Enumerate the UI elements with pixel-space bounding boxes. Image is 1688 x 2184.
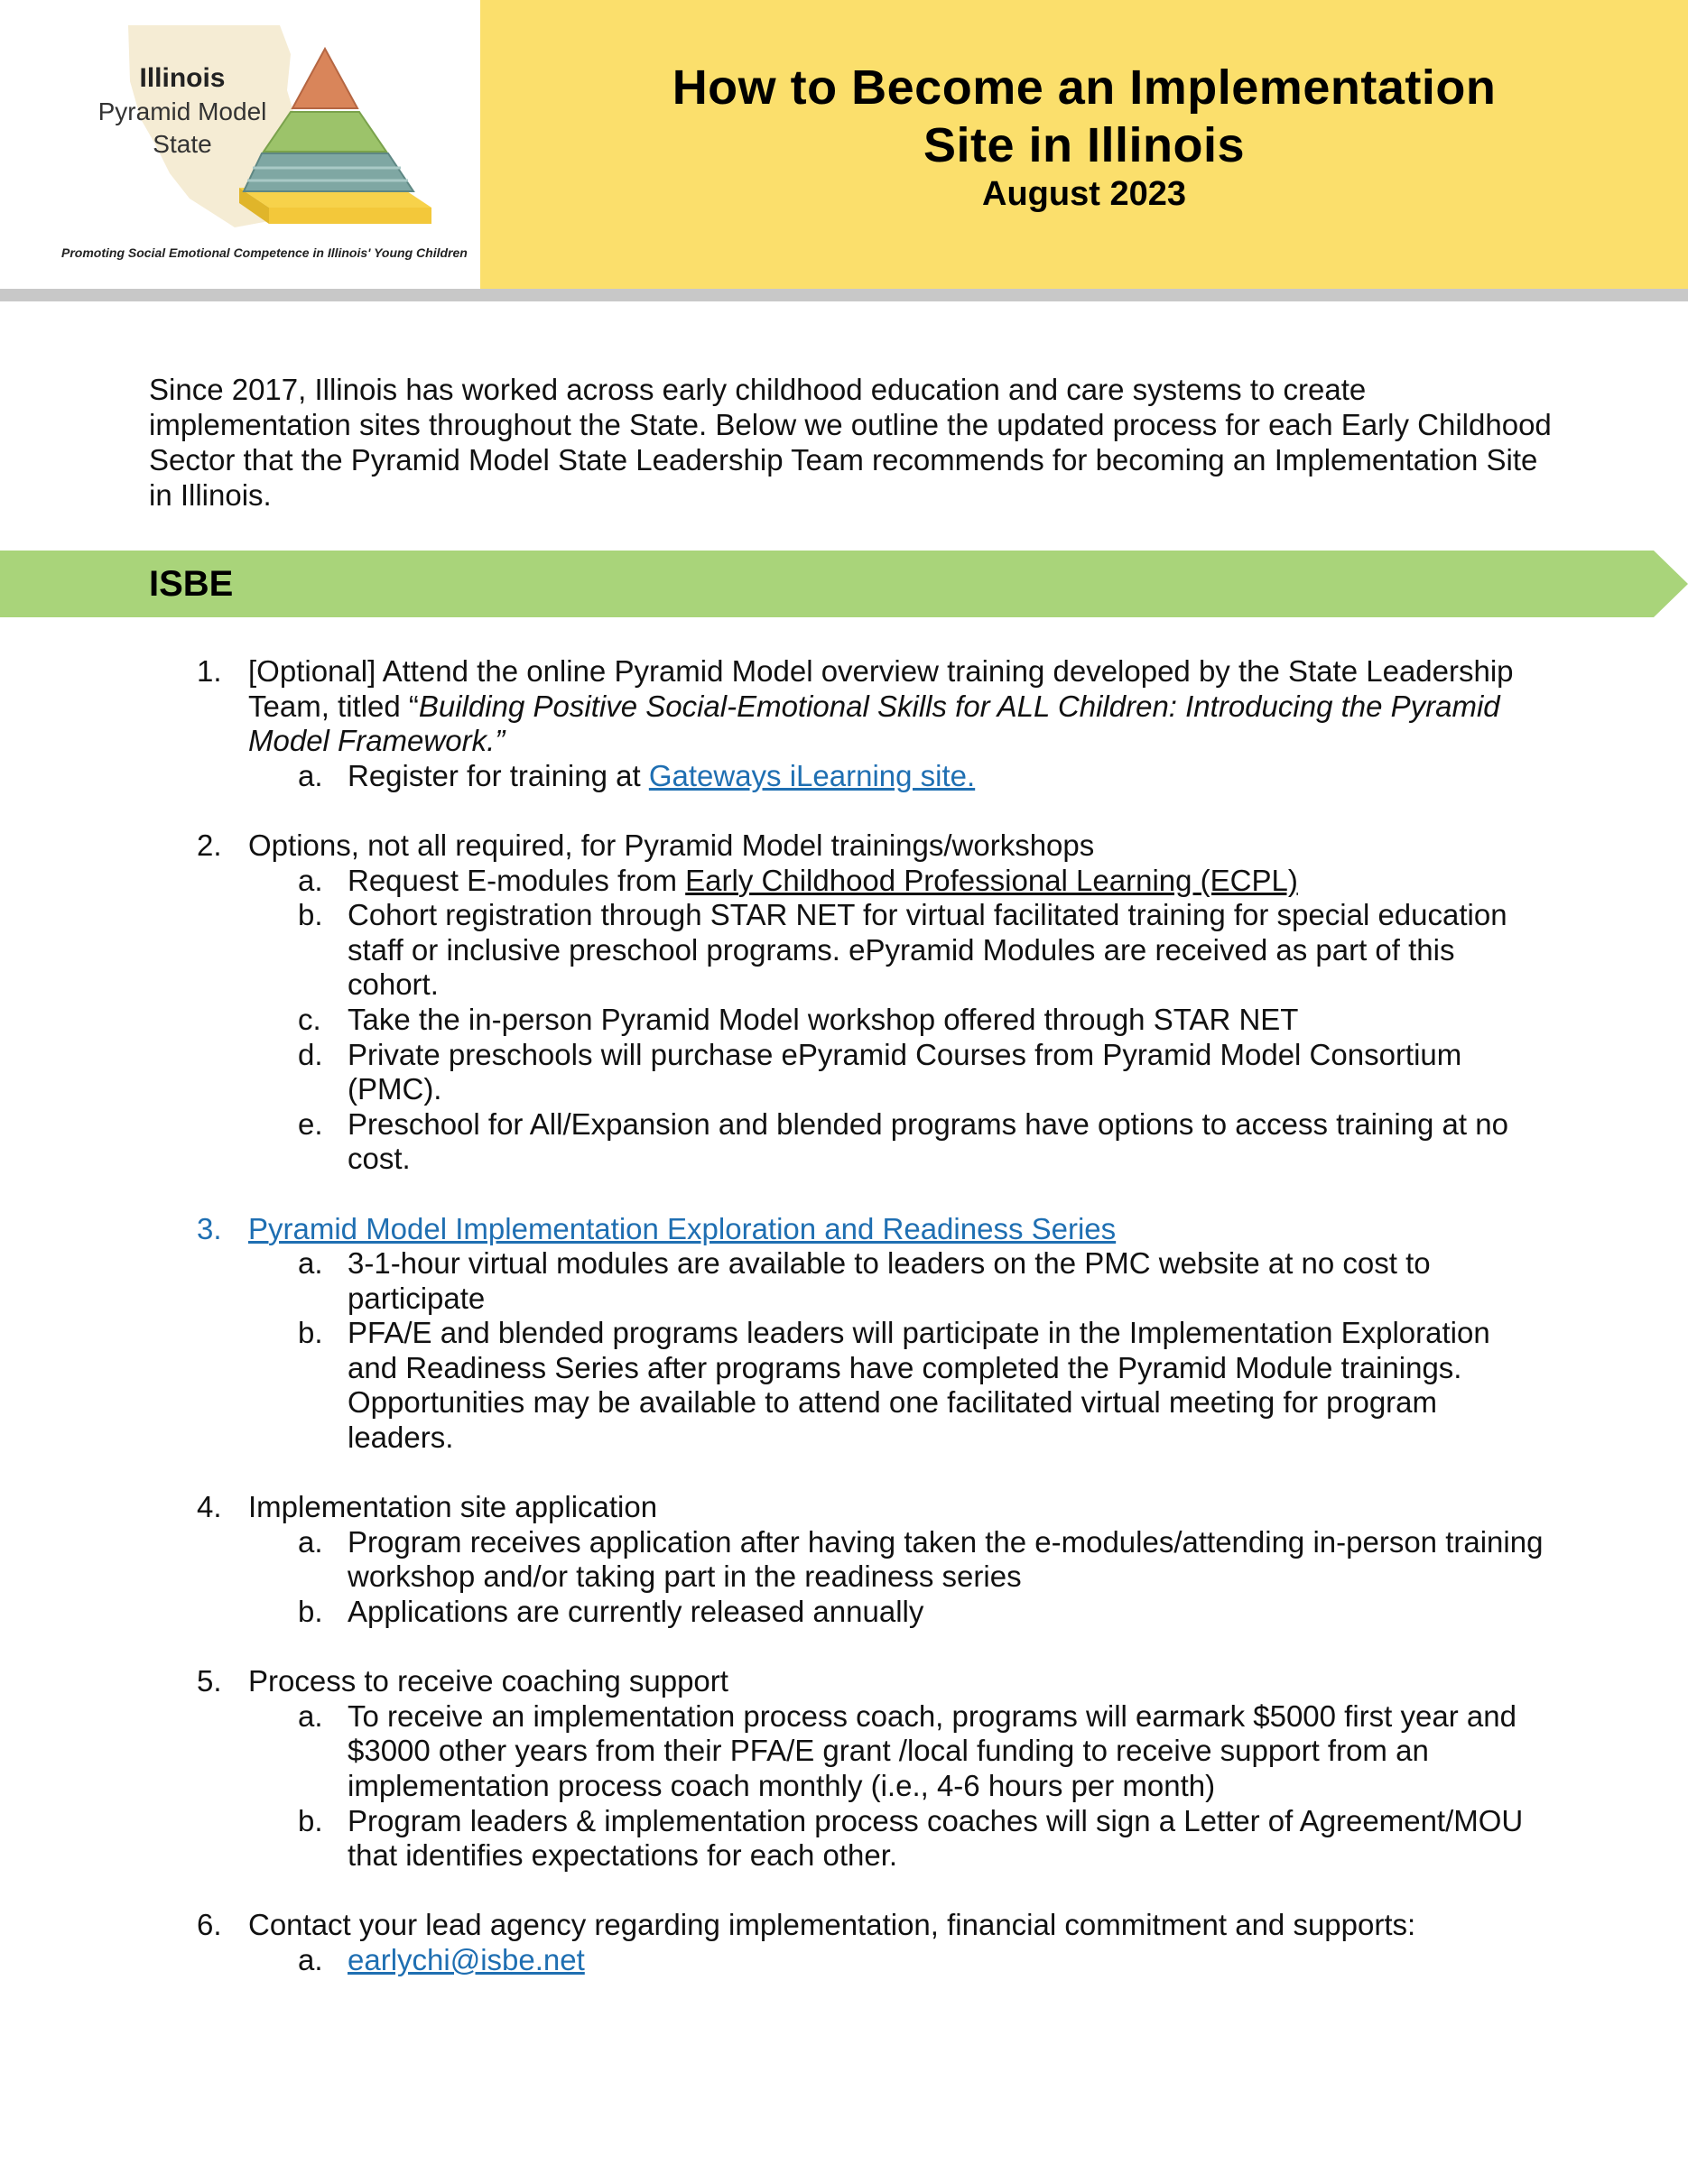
gateways-ilearning-link[interactable]: Gateways iLearning site. [648, 758, 976, 792]
sub-letter: a. [298, 1246, 323, 1281]
ecpl-link[interactable]: Early Childhood Professional Learning (ECPL) [685, 863, 1298, 897]
sub-letter: b. [298, 898, 323, 932]
isbe-email-link[interactable]: earlychi@isbe.net [348, 1942, 585, 1976]
sub-text: Preschool for All/Expansion and blended programs have options to access training at no cost. [348, 1106, 1508, 1176]
item-number: 4. [197, 1490, 222, 1524]
steps-list [0, 654, 1688, 2013]
sub-letter: a. [298, 1942, 323, 1976]
item-text: Process to receive coaching support [248, 1664, 728, 1698]
sub-text: Cohort registration through STAR NET for virtual facilitated training for special education staff or inclusive preschool programs. ePyramid Modules are received as part of this cohort. [348, 898, 1507, 1002]
list-item [0, 1212, 1688, 1456]
training-title: Building Positive Social-Emotional Skills for ALL Children: Introducing the Pyramid Model Framework.” [248, 689, 1500, 758]
sub-text: To receive an implementation process coach, programs will earmark $5000 first year and $3000 other years from their PFA/E grant /local funding to receive support from an implementation process coach monthly (i.e., 4-6 hours per month) [348, 1698, 1516, 1802]
sub-letter: c. [298, 1002, 321, 1036]
sub-text: 3-1-hour virtual modules are available to leaders on the PMC website at no cost to participate [348, 1246, 1431, 1315]
readiness-series-link[interactable]: Pyramid Model Implementation Exploration and Readiness Series [248, 1211, 1117, 1245]
header-divider [0, 289, 1688, 301]
logo-subtitle: Pyramid Model [97, 97, 267, 125]
list-item [0, 1908, 1688, 1977]
logo-title: Illinois [139, 63, 226, 93]
title-banner [480, 0, 1688, 289]
sub-letter: a. [298, 1698, 323, 1733]
sub-letter: a. [298, 1524, 323, 1559]
section-heading: ISBE [149, 564, 234, 604]
sub-letter: b. [298, 1316, 323, 1350]
item-number: 1. [197, 654, 222, 688]
sub-text: Register for training at [348, 758, 649, 792]
logo-tagline: Promoting Social Emotional Competence in Illinois' Young Children [61, 245, 468, 260]
item-number: 5. [197, 1664, 222, 1698]
sub-text: Applications are currently released annually [348, 1595, 924, 1629]
item-text: Contact your lead agency regarding implementation, financial commitment and supports: [248, 1908, 1416, 1942]
page-title-line-1: How to Become an Implementation [672, 60, 1497, 115]
sub-letter: a. [298, 758, 323, 792]
intro-paragraph: Since 2017, Illinois has worked across early childhood education and care systems to create implementation sites throughout the State. Below we outline the updated process for each Early Childhood Sector that the Pyramid Model State Leadership Team recommends for becoming an Implementation Site in Illinois. [149, 373, 1552, 512]
logo [0, 0, 480, 289]
list-item [0, 1490, 1688, 1629]
list-item [0, 828, 1688, 1177]
item-text: Options, not all required, for Pyramid Model trainings/workshops [248, 828, 1095, 862]
item-number: 6. [197, 1908, 222, 1942]
item-text: [Optional] Attend the online Pyramid Model overview training developed by the State Leadership Team, titled “ [248, 654, 1514, 723]
sub-letter: a. [298, 863, 323, 897]
sub-text: Private preschools will purchase ePyramid Courses from Pyramid Model Consortium (PMC). [348, 1037, 1462, 1106]
logo-state: State [153, 130, 212, 158]
list-item [0, 654, 1688, 793]
page-date: August 2023 [982, 175, 1186, 213]
sub-text: Take the in-person Pyramid Model workshop offered through STAR NET [348, 1002, 1299, 1036]
sub-text: Request E-modules from [348, 863, 686, 897]
item-number: 2. [197, 828, 222, 862]
sub-text: Program receives application after having taken the e-modules/attending in-person training workshop and/or taking part in the readiness series [348, 1524, 1544, 1594]
sub-letter: b. [298, 1595, 323, 1629]
sub-letter: e. [298, 1106, 323, 1141]
list-item [0, 1664, 1688, 1874]
sub-letter: b. [298, 1803, 323, 1837]
sub-text: PFA/E and blended programs leaders will participate in the Implementation Exploration and Readiness Series after programs have completed the Pyramid Module trainings. Opportunities may be available to attend one facilitated virtual meeting for program leaders. [348, 1316, 1490, 1455]
section-banner [0, 551, 1688, 617]
page-header [0, 0, 1688, 289]
item-text: Implementation site application [248, 1490, 658, 1524]
item-number: 3. [197, 1211, 222, 1245]
page-title-line-2: Site in Illinois [923, 118, 1246, 172]
sub-text: Program leaders & implementation process coaches will sign a Letter of Agreement/MOU that identifies expectations for each other. [348, 1803, 1524, 1873]
sub-letter: d. [298, 1037, 323, 1071]
